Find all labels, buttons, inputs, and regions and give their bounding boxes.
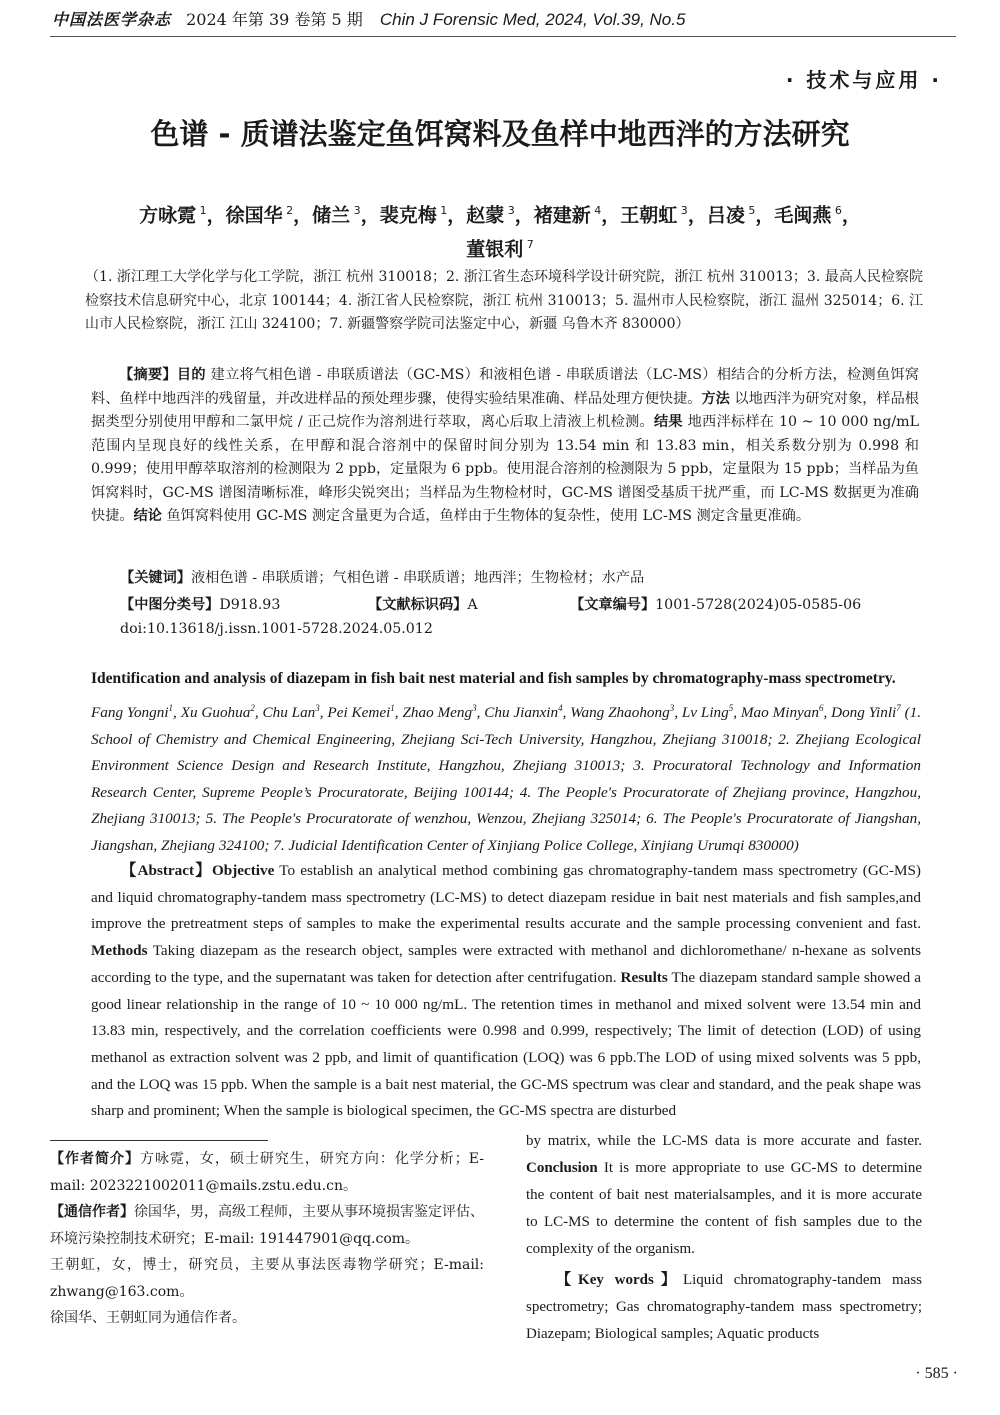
author-affiliation-mark-en: 2	[250, 703, 255, 713]
section-tag: · 技术与应用 ·	[785, 68, 942, 92]
author-affiliation-mark-en: 7	[896, 703, 901, 713]
abstract-en-continued-paragraph	[526, 1128, 922, 1263]
title-cn: 色谱 - 质谱法鉴定鱼饵窝料及鱼样中地西泮的方法研究	[150, 117, 850, 151]
objective-cn: 建立将气相色谱 - 串联质谱法（GC-MS）和液相色谱 - 串联质谱法（LC-MS）相结合的分析方法，检测鱼饵窝料、鱼样中地西泮的残留量，并改进样品的预处理步骤，使得实验结果准确、样品处理方便快捷。	[91, 367, 919, 407]
author-name-en: Fang Yongni	[91, 704, 169, 722]
author-name: 董银利	[466, 238, 524, 261]
author-affiliation-mark-en: 5	[728, 703, 734, 713]
clc-value: D918.93	[219, 597, 281, 613]
author-affiliation-mark: 1	[196, 204, 207, 217]
author-list-en	[91, 704, 901, 721]
results-cn: 地西泮标样在 10 ~ 10 000 ng/mL 范围内呈现良好的线性关系，在甲醇和混合溶剂中的保留时间分别为 13.54 min 和 13.83 min，相关系数分别为 0.998 和 0.999；使用甲醇萃取溶剂的检测限为 2 ppb，定量限为 6 ppb。使用混合溶剂的检测限为 5 ppb，定量限为 15 ppb；当样品为鱼饵窝料时，GC-MS 谱图清晰标准，峰形尖锐突出；当样品为生物检材时，GC-MS 谱图受基质干扰严重，而 LC-MS 数据更为准确快捷。	[91, 414, 919, 524]
author-name: 褚建新	[533, 204, 591, 227]
author-affiliation-mark-en: 4	[558, 703, 563, 713]
corresponding-author-2: 王朝虹，女，博士，研究员，主要从事法医毒物学研究；E-mail: zhwang@163.com。	[50, 1257, 484, 1300]
author-separator-en: ,	[823, 704, 832, 722]
results-en-part2: by matrix, while the LC-MS data is more accurate and faster.	[526, 1133, 922, 1149]
page-number: · 585 ·	[915, 1365, 958, 1382]
author-name: 方咏霓	[139, 204, 197, 227]
author-name-en: Zhao Meng	[402, 704, 473, 722]
keywords-en-label: 【Key words】	[556, 1272, 683, 1288]
conclusion-cn: 鱼饵窝料使用 GC-MS 测定含量更为合适，鱼样由于生物体的复杂性，使用 LC-MS 测定含量更准确。	[166, 508, 811, 524]
doc-code-value: A	[467, 597, 478, 613]
keywords-cn-label: 【关键词】	[120, 570, 191, 586]
methods-cn: 以地西泮为研究对象，样品根据类型分别使用甲醇和二氯甲烷 / 正己烷作为溶剂进行萃取，离心后取上清液上机检测。	[91, 390, 919, 430]
author-name-en: Chu Jianxin	[484, 704, 559, 722]
article-number-value: 1001-5728(2024)05-0585-06	[655, 597, 862, 613]
author-name-en: Mao Minyan	[740, 704, 819, 722]
author-affiliation-mark-en: 1	[390, 703, 395, 713]
author-bio	[50, 1146, 484, 1199]
author-separator-en: ,	[674, 704, 682, 722]
author-separator: ，	[293, 204, 313, 227]
author-name-en: Chu Lan	[262, 704, 316, 722]
author-affiliation-mark-en: 3	[472, 703, 477, 713]
conclusion-en: It is more appropriate to use GC-MS to determine the content of bait nest materialsamples, and it is more accurate to LC-MS to determine the content of fish samples due to the complexity of the organism.	[526, 1160, 922, 1257]
author-name: 裴克梅	[379, 204, 437, 227]
abstract-en-continued	[526, 1128, 922, 1263]
results-en-label: Results	[620, 968, 668, 986]
clc-number	[120, 594, 280, 614]
author-affiliation-mark-en: 6	[818, 703, 824, 713]
author-separator: ，	[360, 204, 380, 227]
author-separator: ，	[841, 204, 861, 227]
author-name: 储兰	[312, 204, 351, 227]
author-separator-en: ,	[394, 704, 403, 722]
running-header	[52, 7, 685, 30]
author-affiliation-mark: 3	[677, 204, 688, 217]
journal-name-en: Chin J Forensic Med, 2024, Vol.39, No.5	[379, 10, 686, 29]
objective-en: To establish an analytical method combining gas chromatography-tandem mass spectrometry (GC-MS) and liquid chromatography-tandem mass spectrometry (LC-MS) to detect diazepam residue in bait nest materials and fish samples,and improve the pretreatment steps of samples to make the experimental results accurate and the sample processing convenient and fast.	[91, 862, 921, 933]
author-name-en: Wang Zhaohong	[570, 704, 670, 722]
document-code	[368, 594, 478, 614]
abstract-cn	[91, 364, 919, 529]
author-name: 毛闽燕	[774, 204, 832, 227]
abstract-en-label: 【Abstract】	[121, 862, 212, 879]
corresponding-author-label: 【通信作者】	[50, 1204, 134, 1220]
corresponding-author-note: 徐国华、王朝虹同为通信作者。	[50, 1310, 246, 1326]
author-name: 王朝虹	[620, 204, 678, 227]
author-separator: ，	[601, 204, 621, 227]
author-separator-en: ,	[733, 704, 741, 722]
affiliations-cn	[85, 266, 923, 337]
keywords-en-text: Liquid chromatography-tandem mass spectrometry; Gas chromatography-tandem mass spectrometry; Diazepam; Biological samples; Aquatic products	[526, 1272, 922, 1342]
authors-affiliations-en	[91, 695, 921, 859]
abstract-cn-label: 【摘要】	[119, 367, 177, 383]
author-affiliation-mark: 2	[282, 204, 294, 217]
author-affiliation-mark-en: 3	[669, 703, 675, 713]
author-name-en: Xu Guohua	[180, 704, 251, 722]
clc-label: 【中图分类号】	[120, 597, 220, 613]
footnote-rule	[50, 1140, 268, 1141]
header-rule	[50, 36, 956, 37]
methods-en: Taking diazepam as the research object, samples were extracted with methanol and dichloromethane/ n-hexane as solvents according to the type, and the supernatant was taken for detection after centrifugation.	[91, 942, 921, 986]
methods-en-label: Methods	[91, 942, 148, 960]
author-separator-en: ,	[562, 704, 571, 722]
author-name-en: Lv Ling	[681, 704, 729, 722]
author-affiliation-mark: 5	[744, 204, 756, 217]
results-cn-label: 结果	[653, 414, 683, 430]
keywords-cn	[120, 567, 644, 587]
keywords-en	[526, 1267, 922, 1348]
author-bio-text: 方咏霓，女，硕士研究生，研究方向：化学分析；E-mail: 2023221002011@mails.zstu.edu.cn。	[50, 1151, 484, 1194]
affiliations-cn-text: （1. 浙江理工大学化学与化工学院，浙江 杭州 310018；2. 浙江省生态环境科学设计研究院，浙江 杭州 310013；3. 最高人民检察院检察技术信息研究中心，北京 100144；4. 浙江省人民检察院，浙江 杭州 310013；5. 温州市人民检察院，浙江 温州 325014；6. 江山市人民检察院，浙江 江山 324100；7. 新疆警察学院司法鉴定中心，新疆 乌鲁木齐 830000）	[85, 269, 924, 332]
author-separator-en: ,	[254, 704, 263, 722]
author-name: 吕凌	[706, 204, 745, 227]
author-name: 徐国华	[225, 204, 283, 227]
authors-affiliations-en-paragraph	[91, 695, 921, 859]
keywords-cn-text: 液相色谱 - 串联质谱；气相色谱 - 串联质谱；地西泮；生物检材；水产品	[190, 570, 645, 586]
author-affiliation-mark: 4	[590, 204, 602, 217]
footnotes	[50, 1146, 484, 1332]
author-name-en: Dong Yinli	[831, 704, 897, 722]
author-affiliation-mark-en: 1	[168, 703, 174, 713]
author-name-en: Pei Kemei	[327, 704, 391, 722]
author-separator: ，	[447, 204, 467, 227]
author-separator-en: ,	[173, 704, 181, 722]
corresponding-author	[50, 1199, 484, 1252]
author-list-cn	[60, 196, 940, 265]
author-separator-en: ,	[319, 704, 328, 722]
author-name: 赵蒙	[466, 204, 505, 227]
author-affiliation-mark: 3	[504, 204, 515, 217]
doc-code-label: 【文献标识码】	[368, 597, 468, 613]
conclusion-cn-label: 结论	[133, 508, 162, 524]
corresponding-author-1: 徐国华，男，高级工程师，主要从事环境损害鉴定评估、环境污染控制技术研究；E-mail: 191447901@qq.com。	[50, 1204, 484, 1247]
author-separator: ，	[687, 204, 707, 227]
author-affiliation-mark: 1	[436, 204, 448, 217]
author-affiliation-mark-en: 3	[315, 703, 320, 713]
author-separator-en: ,	[476, 704, 485, 722]
article-number	[570, 594, 861, 614]
author-separator: ，	[206, 204, 226, 227]
author-bio-label: 【作者简介】	[50, 1151, 140, 1167]
affiliations-en-text: (1. School of Chemistry and Chemical Engineering, Zhejiang Sci-Tech University, Hangzhou, Zhejiang 310018; 2. Zhejiang Ecological Environment Science Design and Research Institute, Hangzhou, Zhejiang 310013; 3. Procuratoral Technology and Information Research Center, Supreme People’s Procuratorate, Beijing 100144; 4. The People's Procuratorate of Zhejiang province, Hangzhou, Zhejiang 310013; 5. The People's Procuratorate of wenzhou, Wenzou, Zhejiang 325014; 6. The People's Procuratorate of Jiangshan, Jiangshan, Zhejiang 324100; 7. Judicial Identification Center of Xinjiang Police College, Xinjiang Urumqi 830000)	[91, 704, 922, 854]
article-number-label: 【文章编号】	[570, 597, 656, 613]
author-affiliation-mark: 6	[831, 204, 842, 217]
results-en-part1: The diazepam standard sample showed a good linear relationship in the range of 10 ~ 10 000 ng/mL. The retention times in methanol and mixed solvent were 13.54 min and 13.83 min, respectively, and the correlation coefficients were 0.998 and 0.999, respectively; The limit of detection (LOD) of using methanol as extraction solvent was 2 ppb, and limit of quantification (LOQ) was 6 ppb.The LOD of using mixed solvents was 5 ppb, and the LOQ was 15 ppb. When the sample is a bait nest material, the GC-MS spectrum was clear and standard, and the peak shape was sharp and prominent; When the sample is biological specimen, the GC-MS spectra are disturbed	[91, 968, 921, 1120]
objective-en-label: Objective	[211, 862, 275, 879]
objective-cn-label: 目的	[176, 367, 206, 383]
author-affiliation-mark: 3	[350, 204, 361, 217]
keywords-en-paragraph	[526, 1267, 922, 1348]
methods-cn-label: 方法	[701, 390, 730, 407]
author-affiliation-mark: 7	[523, 238, 534, 252]
abstract-cn-paragraph	[91, 364, 919, 529]
doi: doi:10.13618/j.issn.1001-5728.2024.05.012	[120, 621, 433, 637]
conclusion-en-label: Conclusion	[526, 1160, 598, 1176]
author-separator: ，	[514, 204, 534, 227]
abstract-en-paragraph	[91, 858, 921, 1125]
journal-name-cn: 中国法医学杂志	[52, 10, 172, 29]
issue-cn: 2024 年第 39 卷第 5 期	[186, 10, 363, 29]
title-en: Identification and analysis of diazepam in fish bait nest material and fish samples by chromatography-mass spectrometry.	[91, 670, 896, 687]
abstract-en	[91, 858, 921, 1125]
author-separator: ，	[755, 204, 775, 227]
